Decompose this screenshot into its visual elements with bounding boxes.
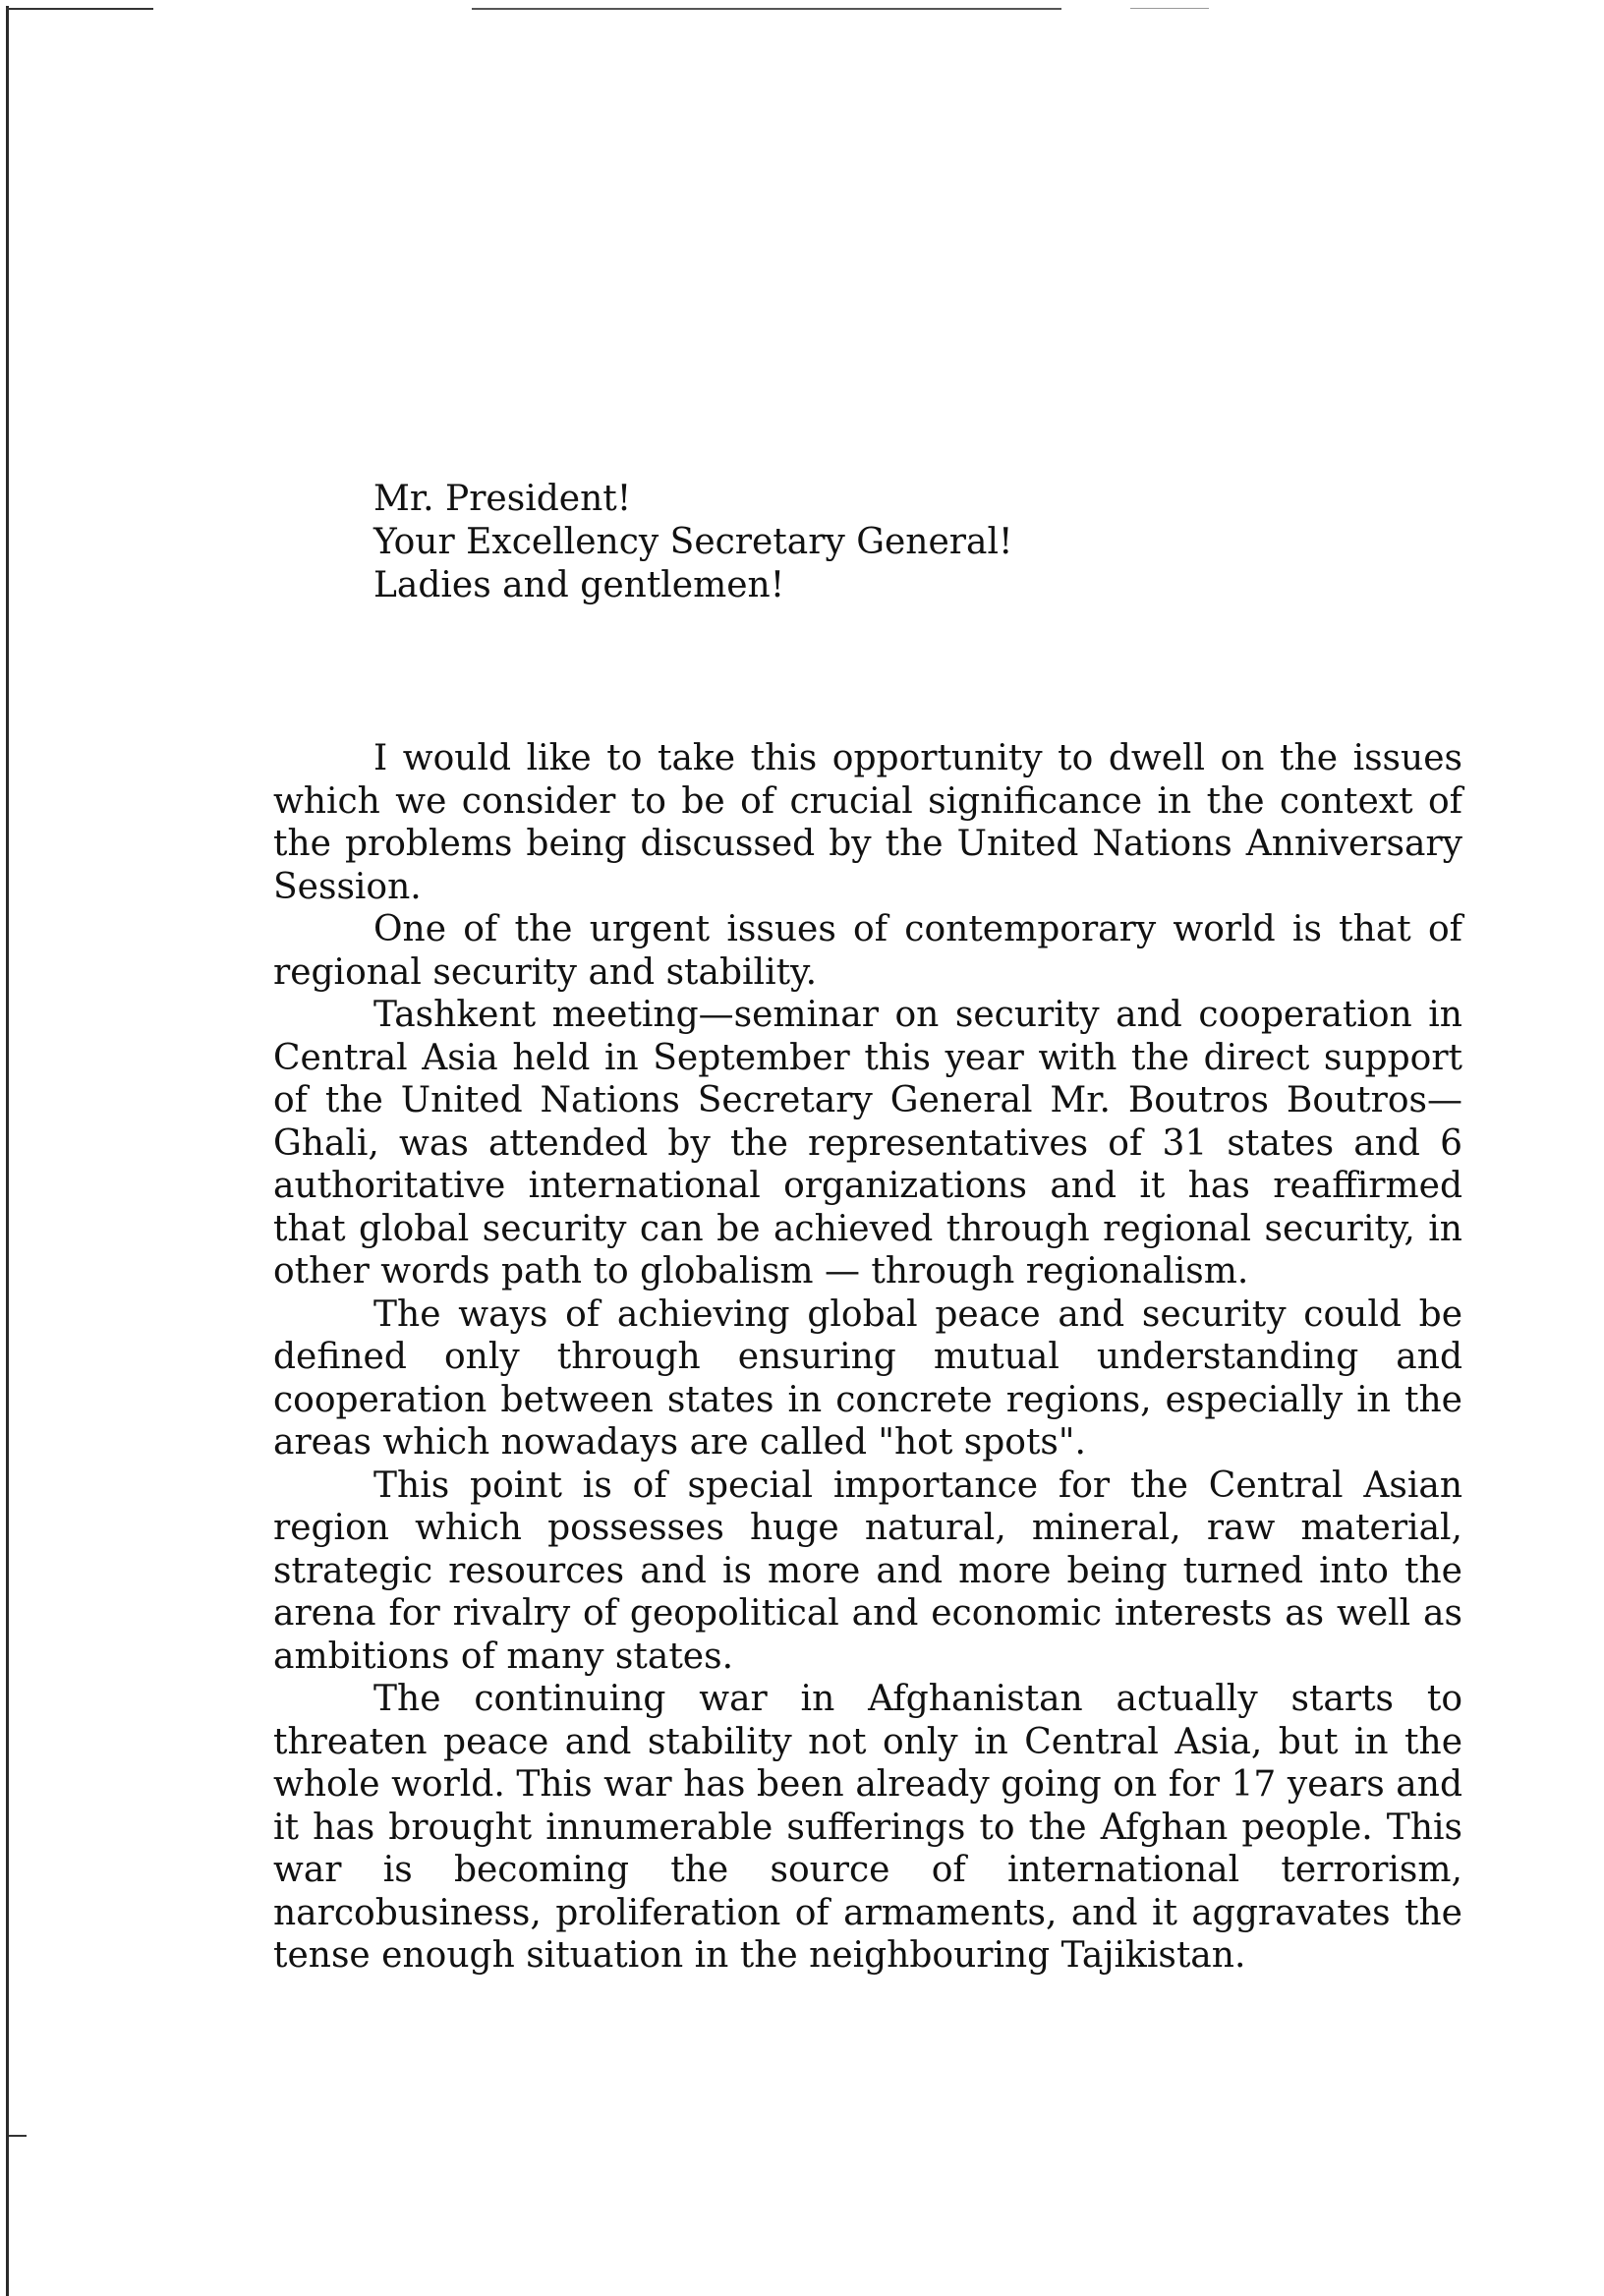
scan-top-edge-mid bbox=[472, 8, 1061, 10]
paragraph-opportunity: I would like to take this opportunity to dwell on the issues which we consider to be of crucial significance in the context of the problems being discussed by the United Nations Anniversary Session. bbox=[273, 738, 1462, 907]
paragraph-tashkent-seminar: Tashkent meeting—seminar on security and cooperation in Central Asia held in September this year with the direct support of the United Nations Secretary General Mr. Boutros Boutros—Ghali, was attended by the representatives of 31 states and 6 authoritative international organizations and it has reaffirmed that global security can be achieved through regional security, in other words path to globalism — through regionalism. bbox=[273, 995, 1462, 1292]
paragraph-afghanistan: The continuing war in Afghanistan actually starts to threaten peace and stability not only in Central Asia, but in the whole world. This war has been already going on for 17 years and it has brought innumerable sufferings to the Afghan people. This war is becoming the source of international terrorism, narcobusiness, proliferation of armaments, and it aggravates the tense enough situation in the neighbouring Tajikistan. bbox=[273, 1679, 1462, 1976]
scan-top-edge-left bbox=[6, 8, 153, 10]
speech-body bbox=[273, 737, 1462, 1978]
paragraph-regional-security: One of the urgent issues of contemporary world is that of regional security and stability. bbox=[273, 909, 1462, 993]
paragraph-global-peace: The ways of achieving global peace and security could be defined only through ensuring mutual understanding and cooperation between states in concrete regions, especially in the areas which nowadays are called "hot spots". bbox=[273, 1293, 1462, 1463]
salutation bbox=[373, 478, 1012, 607]
scan-edge-tick bbox=[9, 2135, 27, 2137]
paragraph-central-asia: This point is of special importance for the Central Asian region which possesses huge natural, mineral, raw material, strategic resources and is more and more being turned into the arena for rivalry of geopolitical and economic interests as well as ambitions of many states. bbox=[273, 1464, 1462, 1677]
scan-top-edge-right bbox=[1130, 8, 1209, 9]
salutation-line-secretary-general: Your Excellency Secretary General! bbox=[373, 522, 1013, 562]
scan-left-edge bbox=[6, 6, 9, 2296]
salutation-line-ladies-gentlemen: Ladies and gentlemen! bbox=[373, 565, 785, 605]
salutation-line-president: Mr. President! bbox=[373, 479, 632, 519]
